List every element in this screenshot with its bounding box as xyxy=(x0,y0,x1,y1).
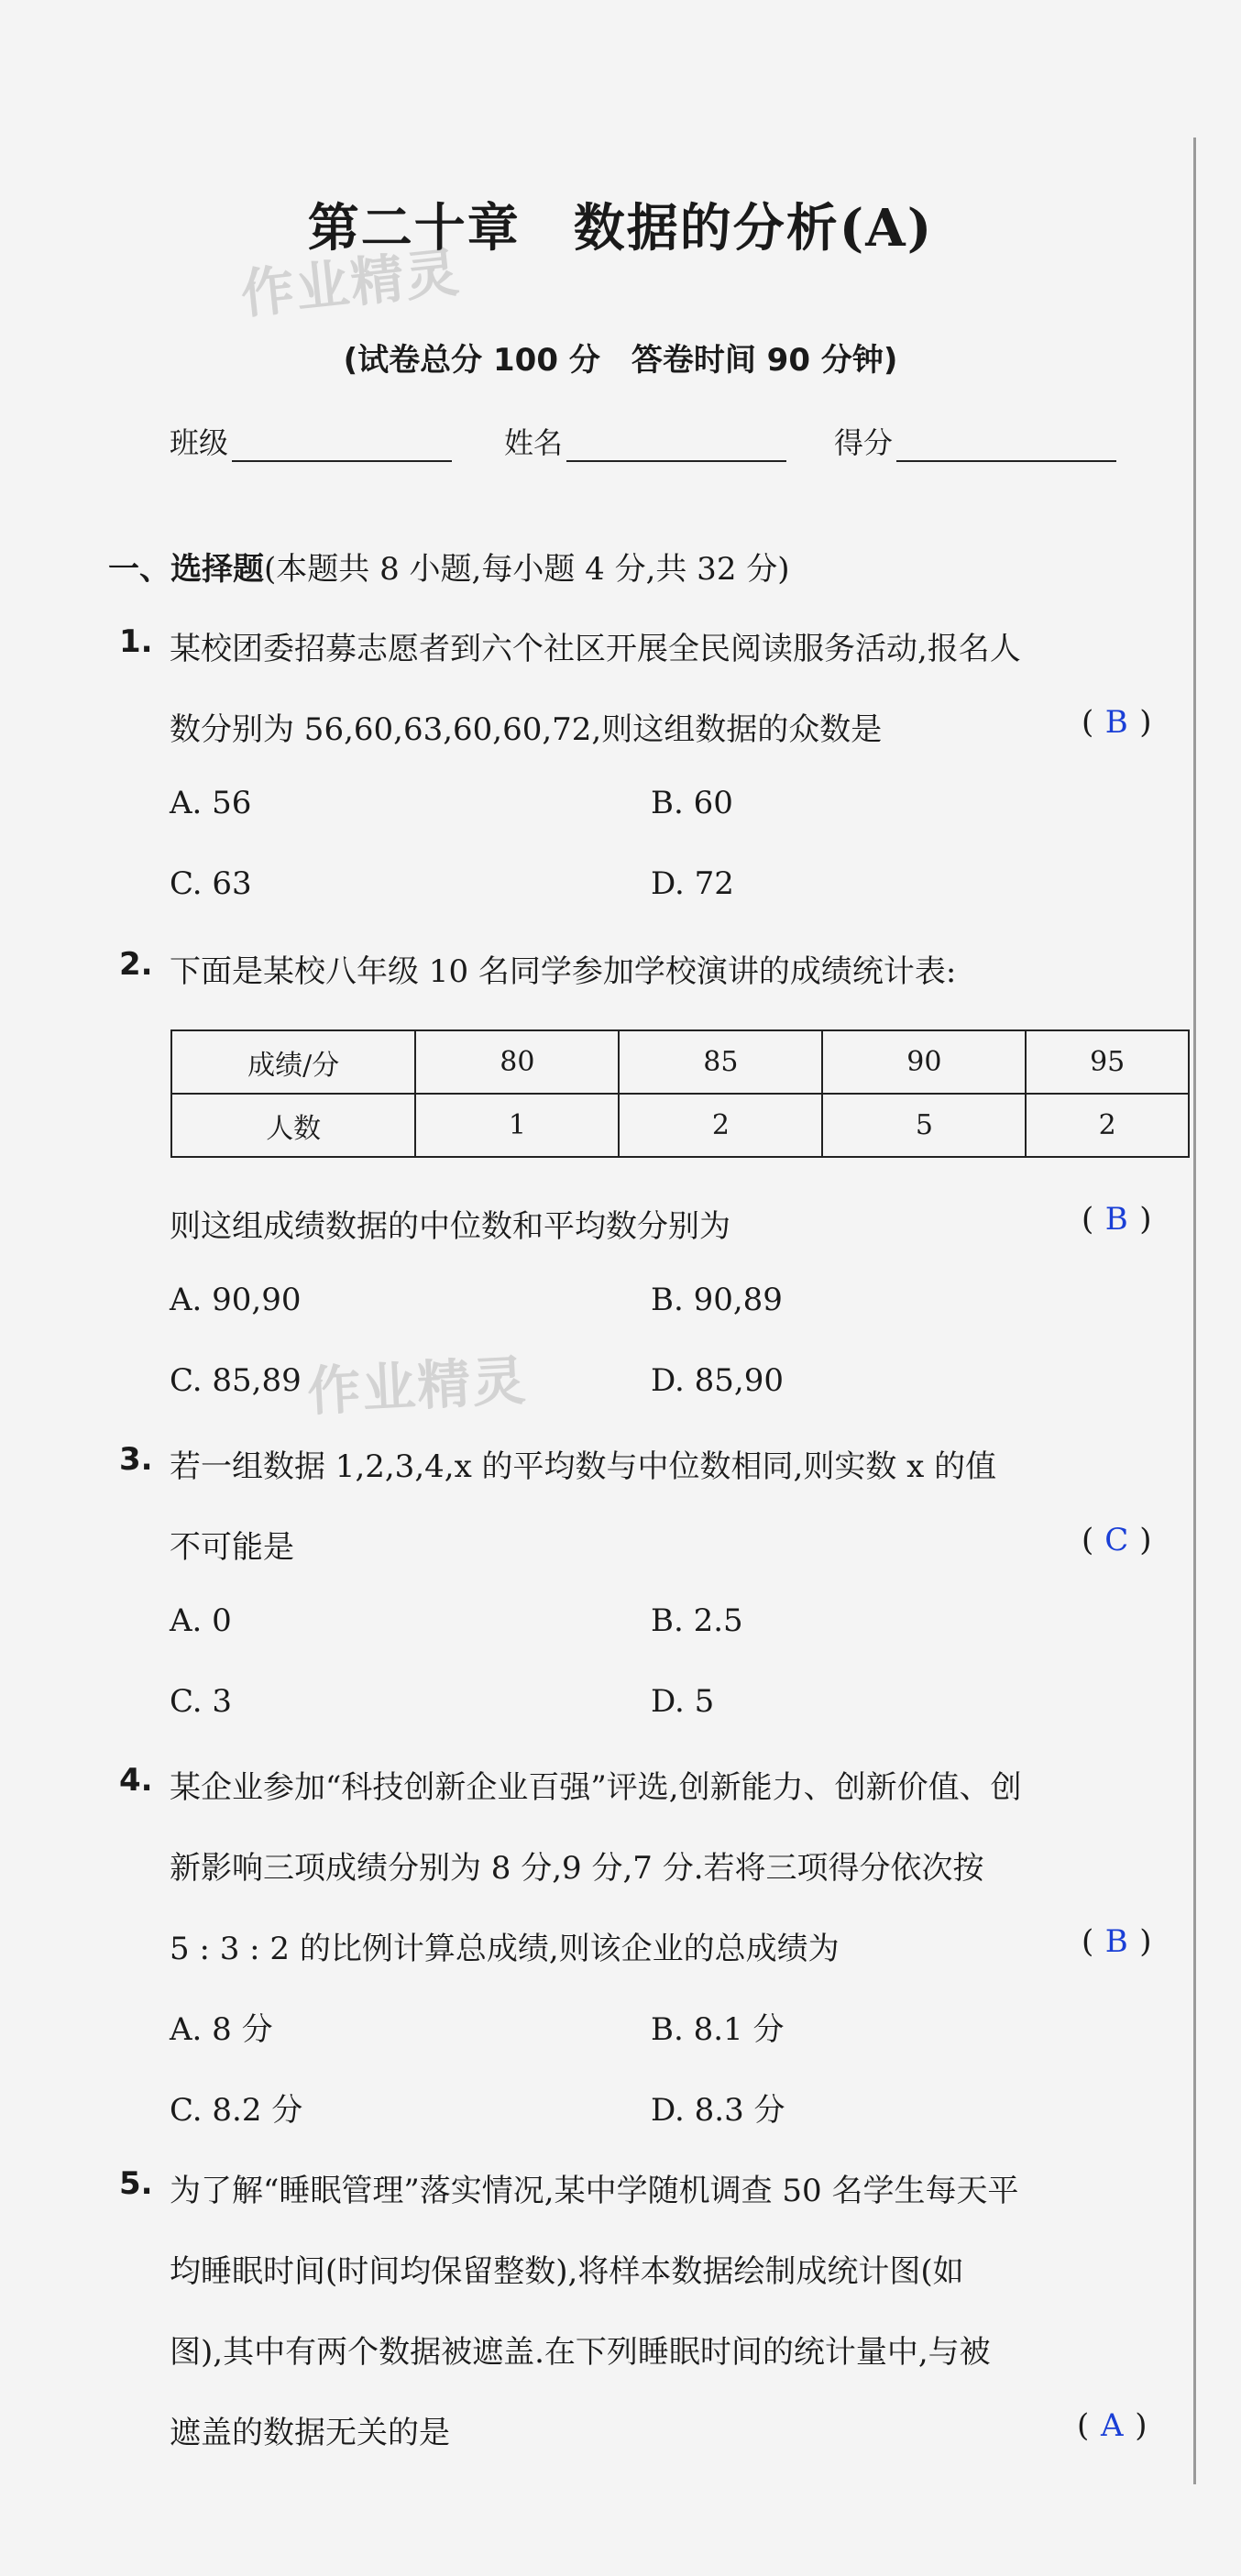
question-text-line: 均睡眠时间(时间均保留整数),将样本数据绘制成统计图(如 xyxy=(170,2253,964,2290)
option-d[interactable]: D. 5 xyxy=(651,1683,715,1720)
student-info-row xyxy=(170,420,1141,466)
name-blank[interactable] xyxy=(566,429,786,462)
score-blank[interactable] xyxy=(896,429,1116,462)
question-text-line: 遮盖的数据无关的是 xyxy=(170,2415,450,2451)
option-a[interactable]: A. 56 xyxy=(170,785,252,821)
answer-bracket: ( C ) xyxy=(1082,1522,1152,1558)
score-table xyxy=(170,1029,1190,1158)
answer-letter: B xyxy=(1104,1923,1128,1960)
class-blank[interactable] xyxy=(232,429,452,462)
class-label: 班级 xyxy=(170,425,229,460)
option-a[interactable]: A. 90,90 xyxy=(170,1282,302,1318)
section-note: (本题共 8 小题,每小题 4 分,共 32 分) xyxy=(264,551,790,588)
answer-letter: B xyxy=(1104,1201,1128,1238)
question-text-line: 数分别为 56,60,63,60,60,72,则这组数据的众数是 xyxy=(170,711,883,748)
question-2-continued xyxy=(119,1201,1201,1430)
table-cell: 成绩/分 xyxy=(171,1030,415,1094)
score-label: 得分 xyxy=(834,425,894,460)
table-cell: 95 xyxy=(1026,1030,1189,1094)
table-cell: 2 xyxy=(1026,1094,1189,1157)
option-d[interactable]: D. 85,90 xyxy=(651,1362,784,1399)
question-number: 2. xyxy=(119,946,153,983)
option-a[interactable]: A. 8 分 xyxy=(170,2011,273,2048)
section-title: 一、选择题 xyxy=(108,551,264,588)
option-c[interactable]: C. 63 xyxy=(170,865,252,902)
name-label: 姓名 xyxy=(504,425,564,460)
question-5 xyxy=(119,2165,1201,2468)
option-d[interactable]: D. 72 xyxy=(651,865,734,902)
question-text-line: 为了解“睡眠管理”落实情况,某中学随机调查 50 名学生每天平 xyxy=(170,2173,1019,2209)
exam-subtitle: (试卷总分 100 分 答卷时间 90 分钟) xyxy=(343,342,898,379)
name-field[interactable] xyxy=(504,420,786,462)
question-2 xyxy=(119,946,1201,990)
answer-bracket: ( B ) xyxy=(1082,1201,1152,1238)
answer-letter: B xyxy=(1104,704,1128,741)
question-number: 3. xyxy=(119,1441,153,1478)
option-b[interactable]: B. 8.1 分 xyxy=(651,2011,785,2048)
option-c[interactable]: C. 85,89 xyxy=(170,1362,302,1399)
option-b[interactable]: B. 2.5 xyxy=(651,1602,743,1639)
option-c[interactable]: C. 3 xyxy=(170,1683,233,1720)
answer-letter: C xyxy=(1104,1522,1129,1558)
answer-letter: A xyxy=(1100,2407,1124,2444)
option-d[interactable]: D. 8.3 分 xyxy=(651,2092,785,2129)
answer-bracket: ( B ) xyxy=(1082,704,1152,741)
option-c[interactable]: C. 8.2 分 xyxy=(170,2092,303,2129)
page-title: 第二十章 数据的分析(A) xyxy=(307,198,934,259)
question-text-line: 若一组数据 1,2,3,4,x 的平均数与中位数相同,则实数 x 的值 xyxy=(170,1448,997,1485)
answer-bracket: ( B ) xyxy=(1082,1923,1152,1960)
table-cell: 人数 xyxy=(171,1094,415,1157)
watermark: 作业精灵 xyxy=(305,1349,529,1424)
question-text-line: 则这组成绩数据的中位数和平均数分别为 xyxy=(170,1208,730,1245)
table-cell: 2 xyxy=(619,1094,822,1157)
question-text-line: 某企业参加“科技创新企业百强”评选,创新能力、创新价值、创 xyxy=(170,1769,1022,1806)
table-row xyxy=(171,1094,1189,1157)
section-heading xyxy=(108,544,790,589)
question-number: 1. xyxy=(119,623,153,660)
question-text-line: 下面是某校八年级 10 名同学参加学校演讲的成绩统计表: xyxy=(170,953,957,990)
question-text-line: 5 : 3 : 2 的比例计算总成绩,则该企业的总成绩为 xyxy=(170,1931,840,1967)
answer-bracket: ( A ) xyxy=(1077,2407,1148,2444)
table-cell: 80 xyxy=(415,1030,619,1094)
option-b[interactable]: B. 90,89 xyxy=(651,1282,783,1318)
watermark: 作业精灵 xyxy=(237,240,464,326)
question-text-line: 新影响三项成绩分别为 8 分,9 分,7 分.若将三项得分依次按 xyxy=(170,1850,984,1887)
class-field[interactable] xyxy=(170,420,452,462)
table-cell: 1 xyxy=(415,1094,619,1157)
score-field[interactable] xyxy=(834,420,1116,462)
table-cell: 90 xyxy=(822,1030,1026,1094)
option-a[interactable]: A. 0 xyxy=(170,1602,232,1639)
table-cell: 85 xyxy=(619,1030,822,1094)
question-text-line: 图),其中有两个数据被遮盖.在下列睡眠时间的统计量中,与被 xyxy=(170,2334,991,2371)
question-number: 4. xyxy=(119,1762,153,1799)
option-b[interactable]: B. 60 xyxy=(651,785,733,821)
question-text-line: 不可能是 xyxy=(170,1529,294,1566)
question-4 xyxy=(119,1762,1201,2138)
table-row xyxy=(171,1030,1189,1094)
question-3 xyxy=(119,1441,1201,1734)
question-1 xyxy=(119,623,1201,917)
table-cell: 5 xyxy=(822,1094,1026,1157)
question-text-line: 某校团委招募志愿者到六个社区开展全民阅读服务活动,报名人 xyxy=(170,631,1021,667)
question-number: 5. xyxy=(119,2165,153,2202)
